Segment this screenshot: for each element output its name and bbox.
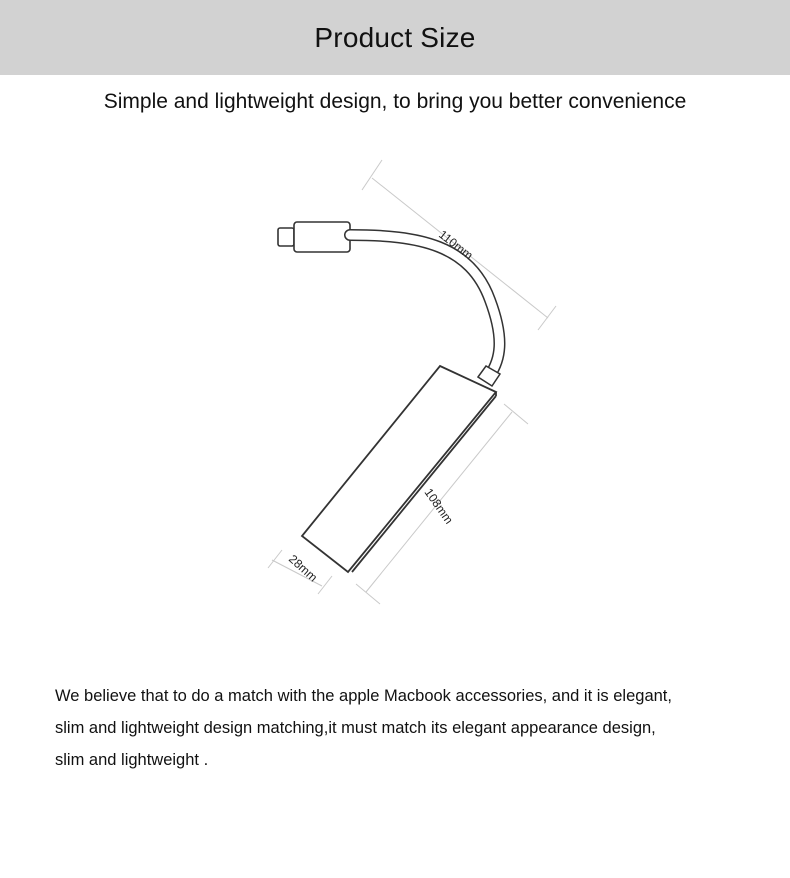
usb-c-connector: [278, 222, 350, 252]
product-size-diagram: [0, 140, 790, 670]
description-line: slim and lightweight design matching,it must match its elegant appearance design,: [55, 719, 656, 737]
cable: [350, 235, 499, 375]
header-banner: [0, 0, 790, 75]
hub-body: [302, 366, 496, 572]
description-line: slim and lightweight .: [55, 751, 209, 769]
page-title: Product Size: [314, 21, 476, 53]
description-line: We believe that to do a match with the apple Macbook accessories, and it is elegant,: [55, 687, 672, 705]
hub-width-label: 28mm: [285, 551, 321, 585]
subtitle: Simple and lightweight design, to bring you better convenience: [103, 90, 687, 113]
cable-length-label: 110mm: [436, 227, 476, 263]
hub-length-label: 108mm: [421, 485, 456, 527]
description: [55, 680, 755, 776]
